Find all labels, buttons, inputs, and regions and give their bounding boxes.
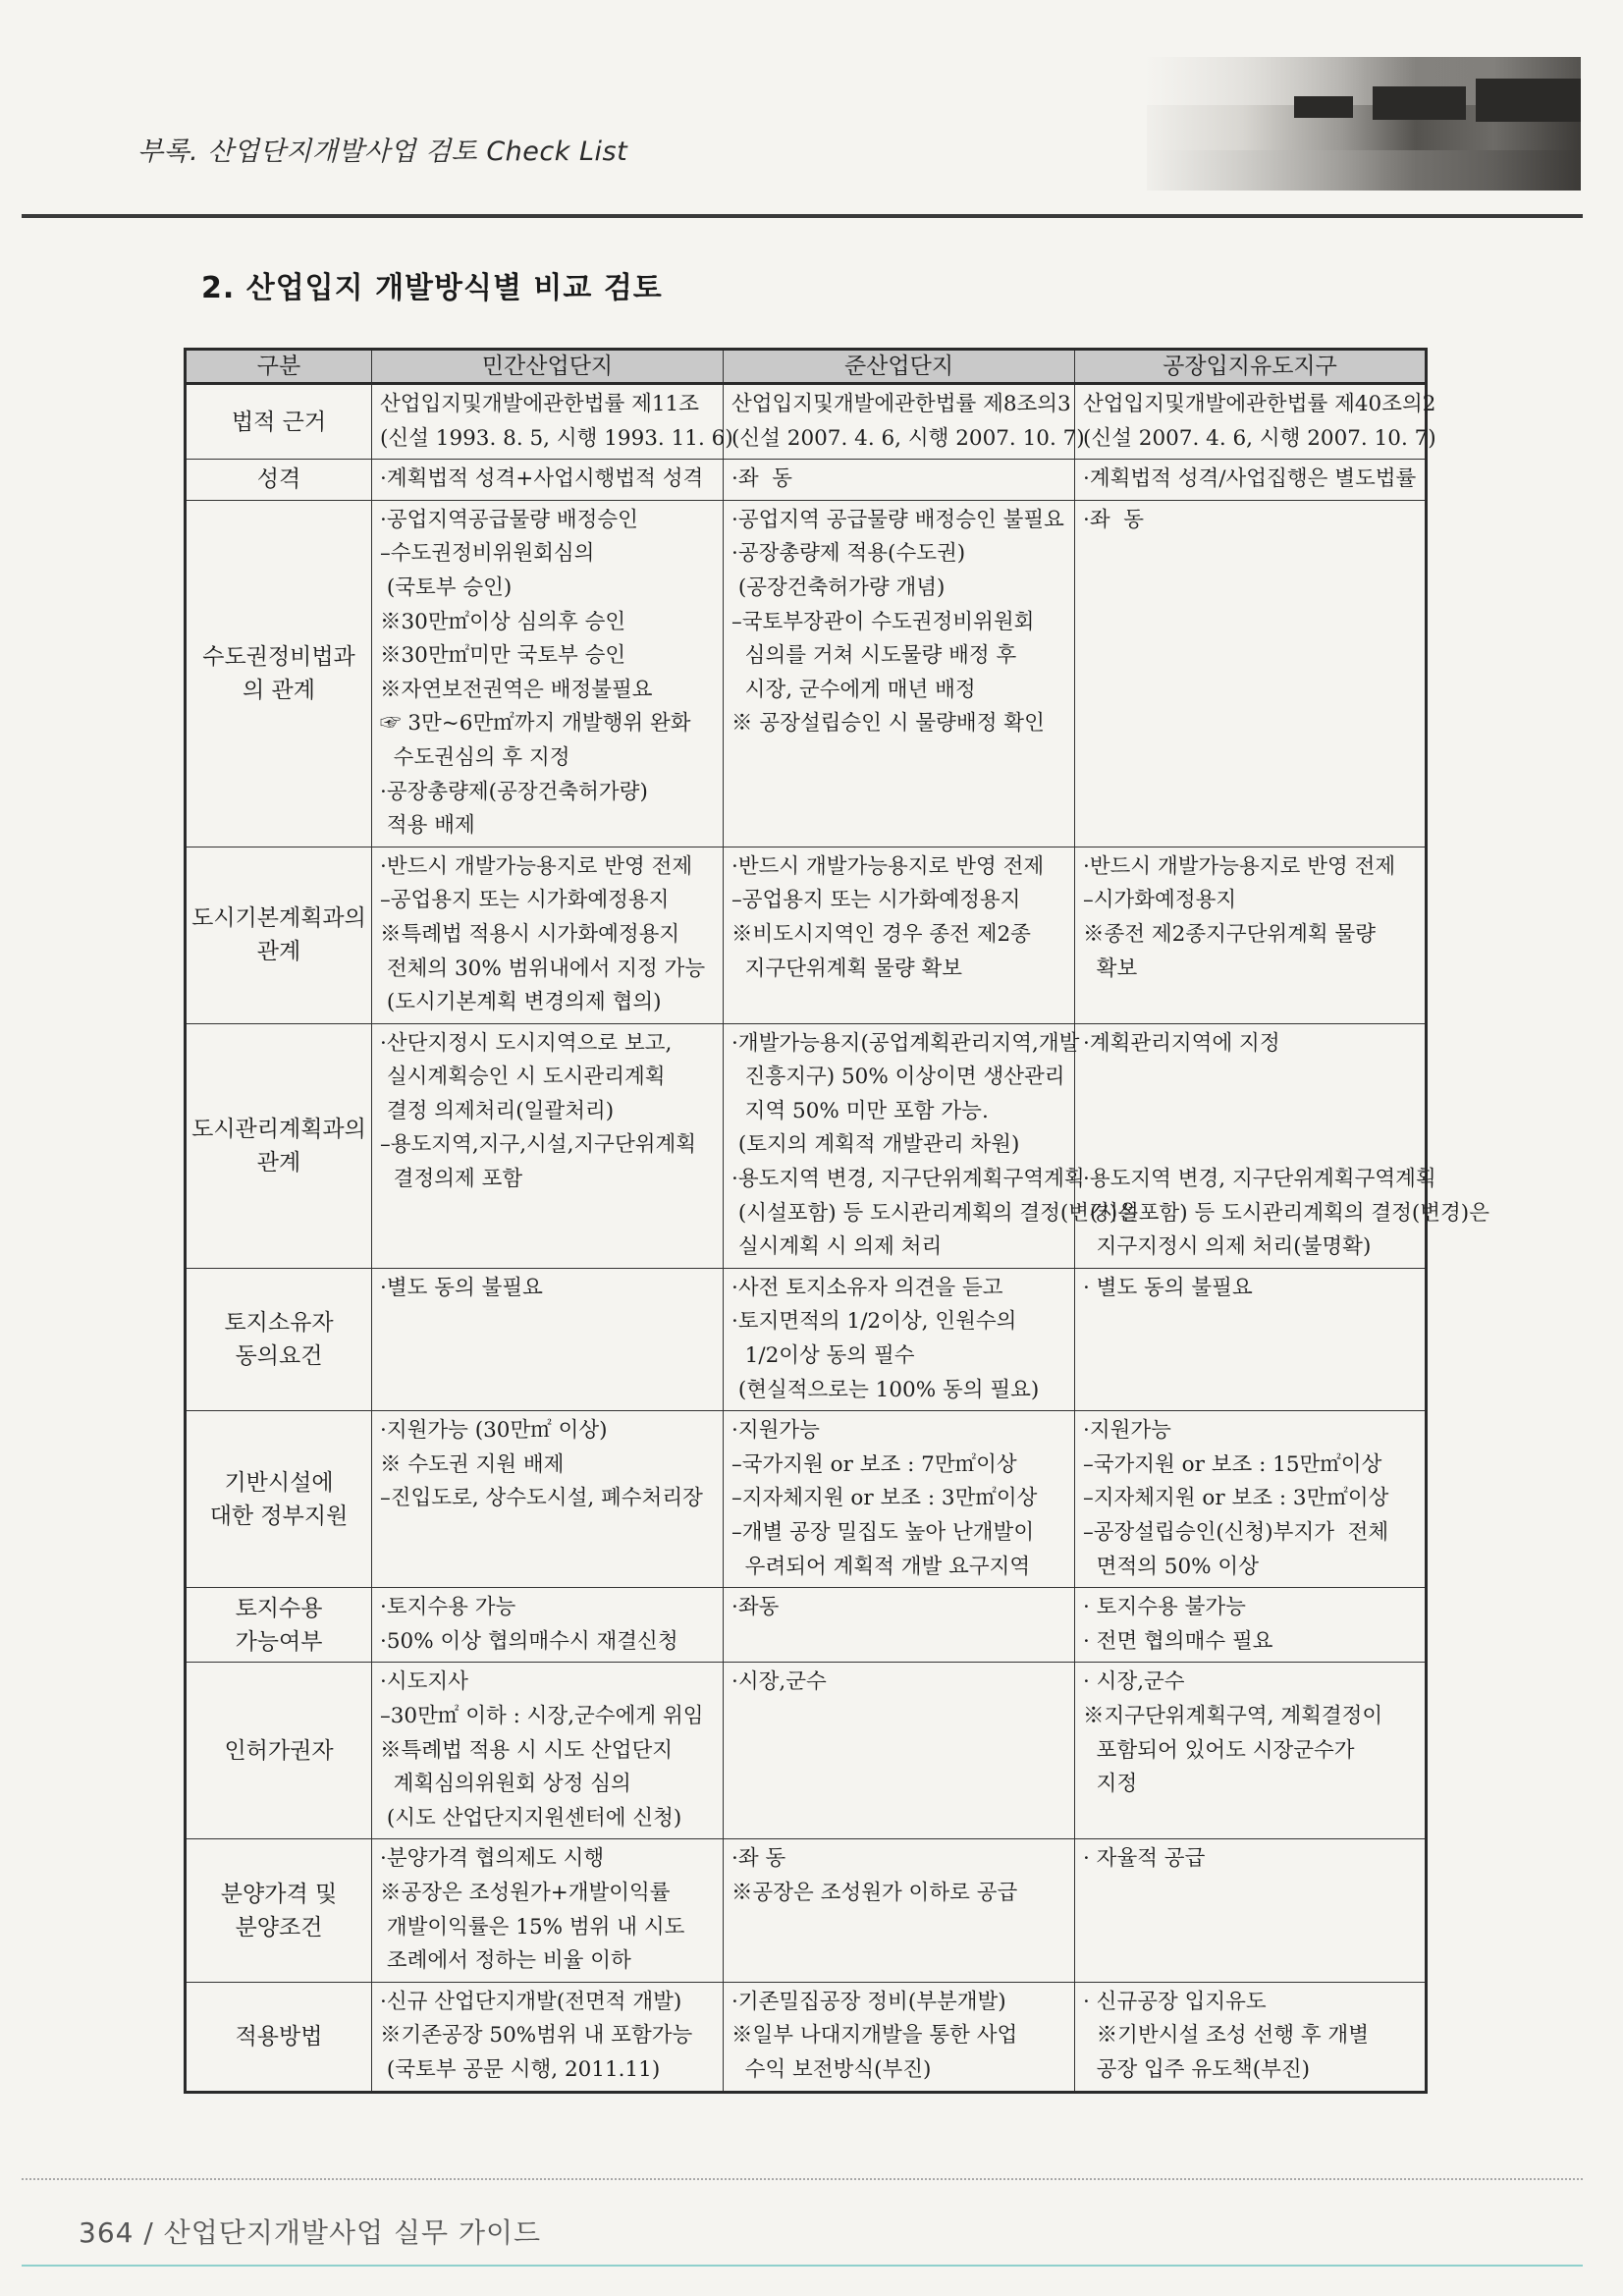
comparison-table — [184, 348, 1489, 2094]
column-header-category: 구분 — [186, 350, 372, 384]
table-cell — [1075, 1411, 1427, 1588]
cell-line: ※기존공장 50%범위 내 포함가능 — [380, 2023, 693, 2049]
cell-line: 계획심의위원회 상정 심의 — [380, 1772, 631, 1797]
table-cell — [1075, 460, 1427, 501]
table-cell — [1075, 1023, 1489, 1268]
cell-line: ※기반시설 조성 선행 후 개별 — [1083, 2023, 1369, 2049]
table-cell — [724, 500, 1075, 847]
column-header-factory-location-district: 공장입지유도지구 — [1075, 350, 1427, 384]
row-header-line: 수도권정비법과 — [202, 643, 355, 670]
cell-line: 산업입지및개발에관한법률 제8조의3 — [731, 392, 1071, 416]
table-cell — [1075, 847, 1427, 1023]
table-row — [186, 1982, 1427, 2092]
row-header-line: 도시기본계획과의 — [191, 905, 366, 932]
table-row — [186, 1588, 1427, 1663]
cell-line: –공장설립승인(신청)부지가 전체 — [1083, 1520, 1389, 1545]
cell-line: ※지구단위계획구역, 계획결정이 — [1083, 1703, 1383, 1728]
table-cell — [372, 500, 724, 847]
row-header — [186, 1268, 372, 1410]
column-header-private-industrial-complex: 민간산업단지 — [372, 350, 724, 384]
cell-line: ※비도시지역인 경우 종전 제2종 — [731, 921, 1031, 947]
row-header-line: 관계 — [256, 939, 301, 965]
cell-line: · 시장,군수 — [1083, 1669, 1185, 1695]
cell-line: (현실적으로는 100% 동의 필요) — [731, 1377, 1040, 1402]
cell-line: 개발이익률은 15% 범위 내 시도 — [380, 1914, 685, 1940]
table-row — [186, 1663, 1427, 1839]
cell-line: –지자체지원 or 보조 : 3만㎡이상 — [731, 1486, 1038, 1511]
cell-line: · 신규공장 입지유도 — [1083, 1989, 1267, 2014]
table-cell — [372, 460, 724, 501]
table-cell — [372, 1023, 724, 1268]
cell-line: ※공장은 조성원가+개발이익률 — [380, 1880, 671, 1905]
row-header — [186, 1839, 372, 1982]
cell-line: ·공장총량제(공장건축허가량) — [380, 779, 648, 804]
cell-line: ·용도지역 변경, 지구단위계획구역계획 — [1083, 1167, 1436, 1192]
table-cell — [724, 1663, 1075, 1839]
cell-line: ·개발가능용지(공업계획관리지역,개발 — [731, 1030, 1080, 1056]
cell-line: ·계획법적 성격/사업집행은 별도법률 — [1083, 466, 1417, 492]
cell-line: (토지의 계획적 개발관리 차원) — [731, 1132, 1020, 1158]
cell-line: ·시장,군수 — [731, 1669, 827, 1695]
row-header — [186, 384, 372, 460]
cell-line — [1083, 1095, 1417, 1129]
row-header-line: 토지소유자 — [224, 1310, 334, 1337]
cell-line: ·시도지사 — [380, 1669, 468, 1695]
cell-line: ·분양가격 협의제도 시행 — [380, 1846, 605, 1872]
cell-line: · 전면 협의매수 필요 — [1083, 1628, 1273, 1654]
cell-line: –국토부장관이 수도권정비위원회 — [731, 609, 1035, 634]
table-cell — [1075, 500, 1427, 847]
row-header-line: 성격 — [256, 466, 301, 493]
cell-line: ·사전 토지소유자 의견을 듣고 — [731, 1275, 1003, 1300]
table-row — [186, 460, 1427, 501]
row-header — [186, 1663, 372, 1839]
cell-line: 시장, 군수에게 매년 배정 — [731, 677, 976, 702]
row-header-line: 관계 — [256, 1149, 301, 1175]
table-cell — [1075, 1982, 1427, 2092]
cell-line: 결정의제 포함 — [380, 1167, 523, 1192]
cell-line: ※30만㎡미만 국토부 승인 — [380, 643, 626, 669]
table-cell — [1075, 384, 1436, 460]
header-rule — [22, 214, 1583, 218]
cell-line: –진입도로, 상수도시설, 폐수처리장 — [380, 1486, 703, 1511]
table-row — [186, 1268, 1427, 1410]
cell-line: ※자연보전권역은 배정불필요 — [380, 677, 653, 702]
cell-line: ·반드시 개발가능용지로 반영 전제 — [1083, 853, 1396, 879]
cell-line: 결정 의제처리(일괄처리) — [380, 1098, 615, 1123]
row-header — [186, 847, 372, 1023]
table-row — [186, 1839, 1427, 1982]
cell-line: 면적의 50% 이상 — [1083, 1554, 1259, 1579]
table-cell — [724, 1839, 1075, 1982]
cell-line: 우려되어 계획적 개발 요구지역 — [731, 1554, 1031, 1579]
cell-line: 진흥지구) 50% 이상이면 생산관리 — [731, 1065, 1065, 1090]
table-cell — [724, 1268, 1075, 1410]
cell-line: ※ 공장설립승인 시 물량배정 확인 — [731, 711, 1045, 737]
table-row — [186, 1023, 1427, 1268]
row-header-line: 법적 근거 — [231, 409, 327, 435]
row-header-line: 분양가격 및 — [220, 1881, 338, 1907]
table-cell — [724, 460, 1075, 501]
cell-line: 전체의 30% 범위내에서 지정 가능 — [380, 956, 706, 981]
cell-line: (공장건축허가량 개념) — [731, 574, 946, 600]
cell-line: ※특례법 적용시 시가화예정용지 — [380, 921, 680, 947]
cell-line: –시가화예정용지 — [1083, 888, 1237, 913]
cell-line: ·좌 동 — [1083, 507, 1145, 532]
cell-line: (시설포함) 등 도시관리계획의 결정(변경)은 — [731, 1200, 1138, 1226]
table-cell — [372, 1663, 724, 1839]
cell-line: –공업용지 또는 시가화예정용지 — [380, 888, 670, 913]
table-cell — [1075, 1588, 1427, 1663]
cell-line: –30만㎡ 이하 : 시장,군수에게 위임 — [380, 1703, 704, 1728]
cell-line: 지역 50% 미만 포함 가능. — [731, 1098, 989, 1123]
cell-line: –용도지역,지구,시설,지구단위계획 — [380, 1132, 697, 1158]
cell-line: 실시계획승인 시 도시관리계획 — [380, 1065, 666, 1090]
footer-rule — [22, 2265, 1583, 2267]
table-row — [186, 500, 1427, 847]
footer-divider — [22, 2178, 1583, 2180]
cell-line: ·토지수용 가능 — [380, 1595, 516, 1620]
table-cell — [1075, 1839, 1427, 1982]
table-cell — [724, 1588, 1075, 1663]
cell-line — [1083, 1061, 1417, 1095]
cell-line: 조례에서 정하는 비율 이하 — [380, 1948, 631, 1974]
cell-line: ※특례법 적용 시 시도 산업단지 — [380, 1737, 674, 1763]
cell-line: –국가지원 or 보조 : 7만㎡이상 — [731, 1451, 1017, 1477]
page-footer: 364 / 산업단지개발사업 실무 가이드 — [79, 2216, 542, 2249]
cell-line: ·지원가능 (30만㎡ 이상) — [380, 1418, 608, 1444]
table-cell — [724, 1023, 1138, 1268]
cell-line: ·용도지역 변경, 지구단위계획구역계획 — [731, 1167, 1085, 1192]
cell-line: –국가지원 or 보조 : 15만㎡이상 — [1083, 1451, 1382, 1477]
cell-line: ·계획법적 성격+사업시행법적 성격 — [380, 466, 704, 492]
table-cell — [372, 1839, 724, 1982]
section-title: 2. 산업입지 개발방식별 비교 검토 — [201, 271, 663, 305]
cell-line: 지정 — [1083, 1772, 1138, 1797]
cell-line: (신설 2007. 4. 6, 시행 2007. 10. 7) — [731, 425, 1085, 451]
cell-line: · 자율적 공급 — [1083, 1846, 1206, 1872]
cell-line: ※30만㎡이상 심의후 승인 — [380, 609, 626, 634]
row-header — [186, 500, 372, 847]
row-header-line: 인허가권자 — [224, 1737, 334, 1764]
table-cell — [372, 1588, 724, 1663]
cell-line: –수도권정비위원회심의 — [380, 541, 595, 567]
cell-line — [1083, 1128, 1417, 1163]
header-photo — [1147, 57, 1581, 191]
row-header — [186, 1982, 372, 2092]
cell-line: –개별 공장 밀집도 높아 난개발이 — [731, 1520, 1035, 1545]
cell-line: –지자체지원 or 보조 : 3만㎡이상 — [1083, 1486, 1389, 1511]
cell-line: ※ 수도권 지원 배제 — [380, 1451, 565, 1477]
row-header-line: 적용방법 — [235, 2023, 323, 2050]
cell-line: ·50% 이상 협의매수시 재결신청 — [380, 1628, 678, 1654]
cell-line: 심의를 거쳐 시도물량 배정 후 — [731, 643, 1017, 669]
cell-line: 포함되어 있어도 시장군수가 — [1083, 1737, 1355, 1763]
column-header-semi-industrial-complex: 준산업단지 — [724, 350, 1075, 384]
row-header — [186, 1411, 372, 1588]
table-row — [186, 1411, 1427, 1588]
cell-line: (신설 2007. 4. 6, 시행 2007. 10. 7) — [1083, 425, 1436, 451]
cell-line: (시도 산업단지지원센터에 신청) — [380, 1805, 682, 1831]
cell-line: 적용 배제 — [380, 813, 475, 839]
row-header-line: 분양조건 — [235, 1914, 323, 1941]
cell-line: ※공장은 조성원가 이하로 공급 — [731, 1880, 1018, 1905]
row-header-line: 동의요건 — [235, 1343, 323, 1370]
table-cell — [1075, 1268, 1427, 1410]
table-cell — [372, 1411, 724, 1588]
row-header-line: 가능여부 — [235, 1628, 323, 1655]
cell-line: ·지원가능 — [1083, 1418, 1171, 1444]
cell-line: (신설 1993. 8. 5, 시행 1993. 11. 6) — [380, 425, 733, 451]
cell-line: ·공업지역 공급물량 배정승인 불필요 — [731, 507, 1064, 532]
cell-line: ·기존밀집공장 정비(부분개발) — [731, 1989, 1006, 2014]
row-header-line: 토지수용 — [235, 1595, 323, 1621]
table-cell — [724, 1982, 1075, 2092]
cell-line: ·반드시 개발가능용지로 반영 전제 — [380, 853, 693, 879]
row-header — [186, 460, 372, 501]
cell-line: ·좌 동 — [731, 1846, 786, 1872]
table-row — [186, 847, 1427, 1023]
cell-line: ※일부 나대지개발을 통한 사업 — [731, 2023, 1018, 2049]
row-header — [186, 1023, 372, 1268]
table-cell — [372, 1268, 724, 1410]
cell-line: ·공장총량제 적용(수도권) — [731, 541, 966, 567]
cell-line: –공업용지 또는 시가화예정용지 — [731, 888, 1021, 913]
cell-line: ☞ 3만~6만㎡까지 개발행위 완화 — [380, 711, 691, 737]
row-header-line: 의 관계 — [243, 677, 315, 703]
cell-line: ·공업지역공급물량 배정승인 — [380, 507, 638, 532]
cell-line: ·토지면적의 1/2이상, 인원수의 — [731, 1309, 1017, 1335]
cell-line: 1/2이상 동의 필수 — [731, 1343, 915, 1369]
table-cell — [372, 847, 724, 1023]
table-cell — [724, 1411, 1075, 1588]
table-cell — [372, 384, 733, 460]
cell-line: (국토부 공문 시행, 2011.11) — [380, 2056, 661, 2082]
cell-line: ·계획관리지역에 지정 — [1083, 1030, 1280, 1056]
cell-line: ·좌동 — [731, 1595, 780, 1620]
cell-line: · 토지수용 불가능 — [1083, 1595, 1246, 1620]
cell-line: · 별도 동의 불필요 — [1083, 1275, 1253, 1300]
cell-line: 공장 입주 유도책(부진) — [1083, 2056, 1311, 2082]
cell-line: 수익 보전방식(부진) — [731, 2056, 932, 2082]
cell-line: 수도권심의 후 지정 — [380, 744, 570, 770]
cell-line: ※종전 제2종지구단위계획 물량 — [1083, 921, 1377, 947]
cell-line: 지구지정시 의제 처리(불명확) — [1083, 1234, 1372, 1260]
cell-line: ·신규 산업단지개발(전면적 개발) — [380, 1989, 682, 2014]
cell-line: 산업입지및개발에관한법률 제11조 — [380, 392, 699, 416]
running-header-title: 부록. 산업단지개발사업 검토 Check List — [137, 137, 628, 167]
row-header-line: 기반시설에 — [224, 1469, 334, 1496]
row-header-line: 도시관리계획과의 — [191, 1116, 366, 1142]
table-row — [186, 384, 1427, 460]
cell-line: (도시기본계획 변경의제 협의) — [380, 990, 662, 1015]
cell-line: ·산단지정시 도시지역으로 보고, — [380, 1030, 673, 1056]
cell-line: (국토부 승인) — [380, 574, 513, 600]
row-header-line: 대한 정부지원 — [209, 1503, 349, 1529]
table-cell — [724, 847, 1075, 1023]
table-cell — [372, 1982, 724, 2092]
cell-line: 확보 — [1083, 956, 1138, 981]
table-header-row — [186, 350, 1427, 384]
cell-line: ·지원가능 — [731, 1418, 820, 1444]
cell-line: 실시계획 시 의제 처리 — [731, 1234, 943, 1260]
cell-line: 지구단위계획 물량 확보 — [731, 956, 963, 981]
table-cell — [724, 384, 1085, 460]
cell-line: ·별도 동의 불필요 — [380, 1275, 543, 1300]
cell-line: ·좌 동 — [731, 466, 793, 492]
row-header — [186, 1588, 372, 1663]
cell-line: ·반드시 개발가능용지로 반영 전제 — [731, 853, 1045, 879]
cell-line: (시설포함) 등 도시관리계획의 결정(변경)은 — [1083, 1200, 1489, 1226]
table-cell — [1075, 1663, 1427, 1839]
cell-line: 산업입지및개발에관한법률 제40조의2 — [1083, 392, 1436, 416]
